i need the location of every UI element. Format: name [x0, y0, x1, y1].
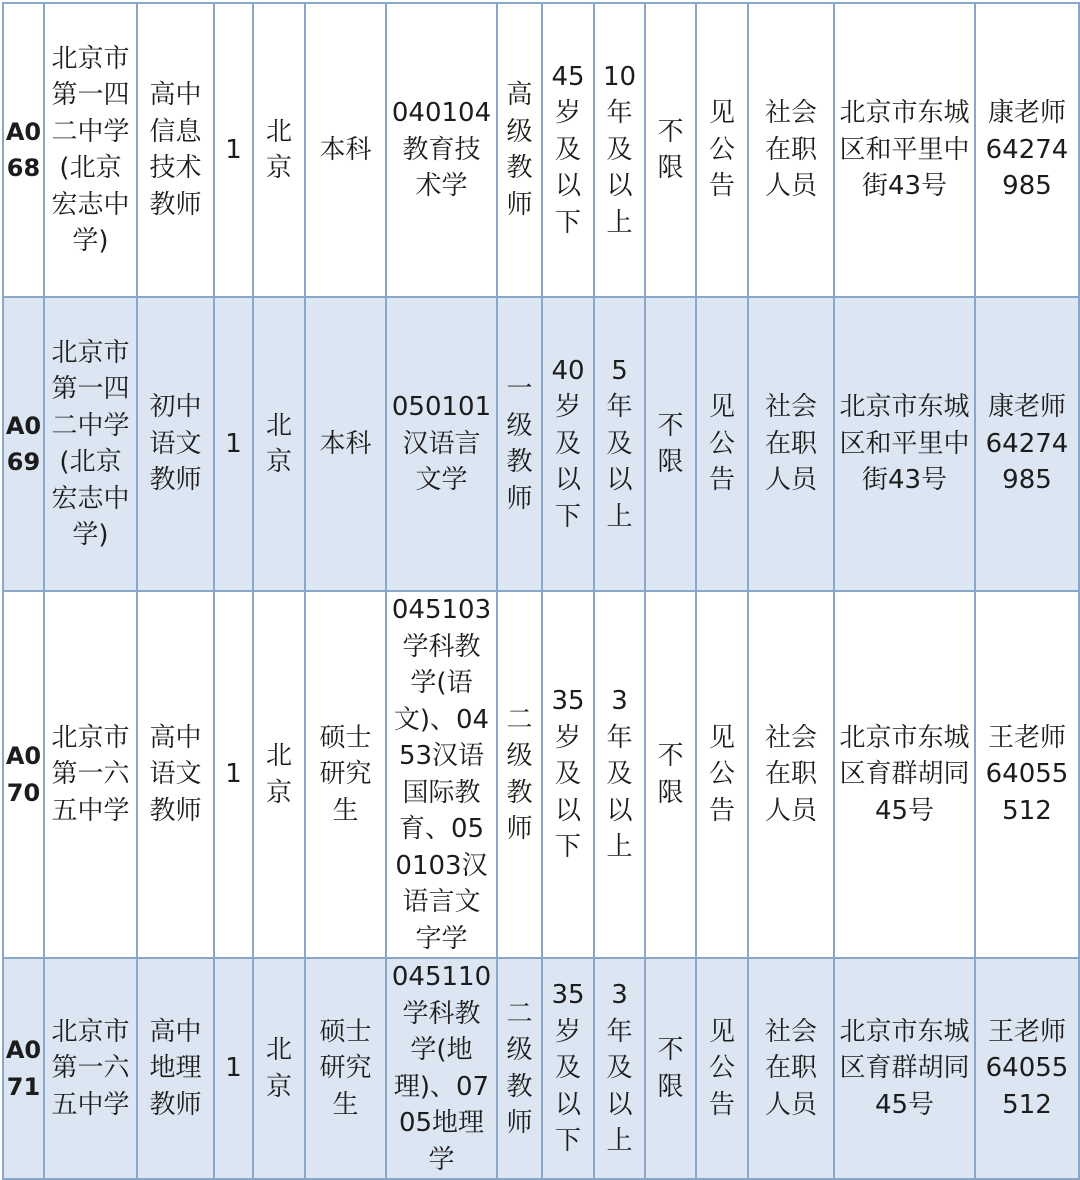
position-code: A069 [3, 297, 44, 591]
school-address: 北京市东城区和平里中街43号 [834, 297, 975, 591]
education-requirement: 本科 [305, 297, 386, 591]
major-requirement: 045110学科教学(地理)、0705地理学 [386, 958, 497, 1179]
other-requirement: 不限 [645, 3, 696, 297]
position-code: A068 [3, 3, 44, 297]
recruitment-table [2, 2, 1080, 1180]
age-requirement: 45岁及以下 [542, 3, 594, 297]
major-requirement: 045103学科教学(语文)、0453汉语国际教育、050103汉语言文字学 [386, 591, 497, 958]
education-requirement: 本科 [305, 3, 386, 297]
contact-info: 王老师64055512 [975, 958, 1079, 1179]
applicant-source: 社会在职人员 [748, 591, 834, 958]
applicant-source: 社会在职人员 [748, 297, 834, 591]
position-code: A070 [3, 591, 44, 958]
applicant-source: 社会在职人员 [748, 3, 834, 297]
table-row [3, 591, 1079, 958]
school-name: 北京市第一六五中学 [44, 591, 137, 958]
hire-count: 1 [214, 958, 253, 1179]
age-requirement: 40岁及以下 [542, 297, 594, 591]
education-requirement: 硕士研究生 [305, 958, 386, 1179]
position-name: 初中语文教师 [137, 297, 214, 591]
position-name: 高中信息技术教师 [137, 3, 214, 297]
other-requirement: 不限 [645, 591, 696, 958]
contact-info: 王老师64055512 [975, 591, 1079, 958]
hire-count: 1 [214, 591, 253, 958]
degree-requirement: 见公告 [696, 958, 748, 1179]
hukou-requirement: 北京 [253, 591, 305, 958]
degree-requirement: 见公告 [696, 591, 748, 958]
experience-requirement: 10年及以上 [594, 3, 645, 297]
other-requirement: 不限 [645, 958, 696, 1179]
education-requirement: 硕士研究生 [305, 591, 386, 958]
hire-count: 1 [214, 297, 253, 591]
other-requirement: 不限 [645, 297, 696, 591]
degree-requirement: 见公告 [696, 3, 748, 297]
position-name: 高中地理教师 [137, 958, 214, 1179]
hukou-requirement: 北京 [253, 3, 305, 297]
hire-count: 1 [214, 3, 253, 297]
school-address: 北京市东城区育群胡同45号 [834, 958, 975, 1179]
major-requirement: 050101汉语言文学 [386, 297, 497, 591]
school-address: 北京市东城区育群胡同45号 [834, 591, 975, 958]
experience-requirement: 3年及以上 [594, 958, 645, 1179]
contact-info: 康老师64274985 [975, 3, 1079, 297]
major-requirement: 040104教育技术学 [386, 3, 497, 297]
degree-requirement: 见公告 [696, 297, 748, 591]
experience-requirement: 3年及以上 [594, 591, 645, 958]
school-address: 北京市东城区和平里中街43号 [834, 3, 975, 297]
school-name: 北京市第一四二中学(北京宏志中学) [44, 297, 137, 591]
school-name: 北京市第一四二中学(北京宏志中学) [44, 3, 137, 297]
school-name: 北京市第一六五中学 [44, 958, 137, 1179]
position-code: A071 [3, 958, 44, 1179]
age-requirement: 35岁及以下 [542, 591, 594, 958]
position-name: 高中语文教师 [137, 591, 214, 958]
hukou-requirement: 北京 [253, 958, 305, 1179]
contact-info: 康老师64274985 [975, 297, 1079, 591]
table-row [3, 958, 1079, 1179]
experience-requirement: 5年及以上 [594, 297, 645, 591]
applicant-source: 社会在职人员 [748, 958, 834, 1179]
hukou-requirement: 北京 [253, 297, 305, 591]
title-requirement: 二级教师 [497, 591, 542, 958]
table-row [3, 297, 1079, 591]
title-requirement: 一级教师 [497, 297, 542, 591]
title-requirement: 二级教师 [497, 958, 542, 1179]
table-row [3, 3, 1079, 297]
age-requirement: 35岁及以下 [542, 958, 594, 1179]
title-requirement: 高级教师 [497, 3, 542, 297]
